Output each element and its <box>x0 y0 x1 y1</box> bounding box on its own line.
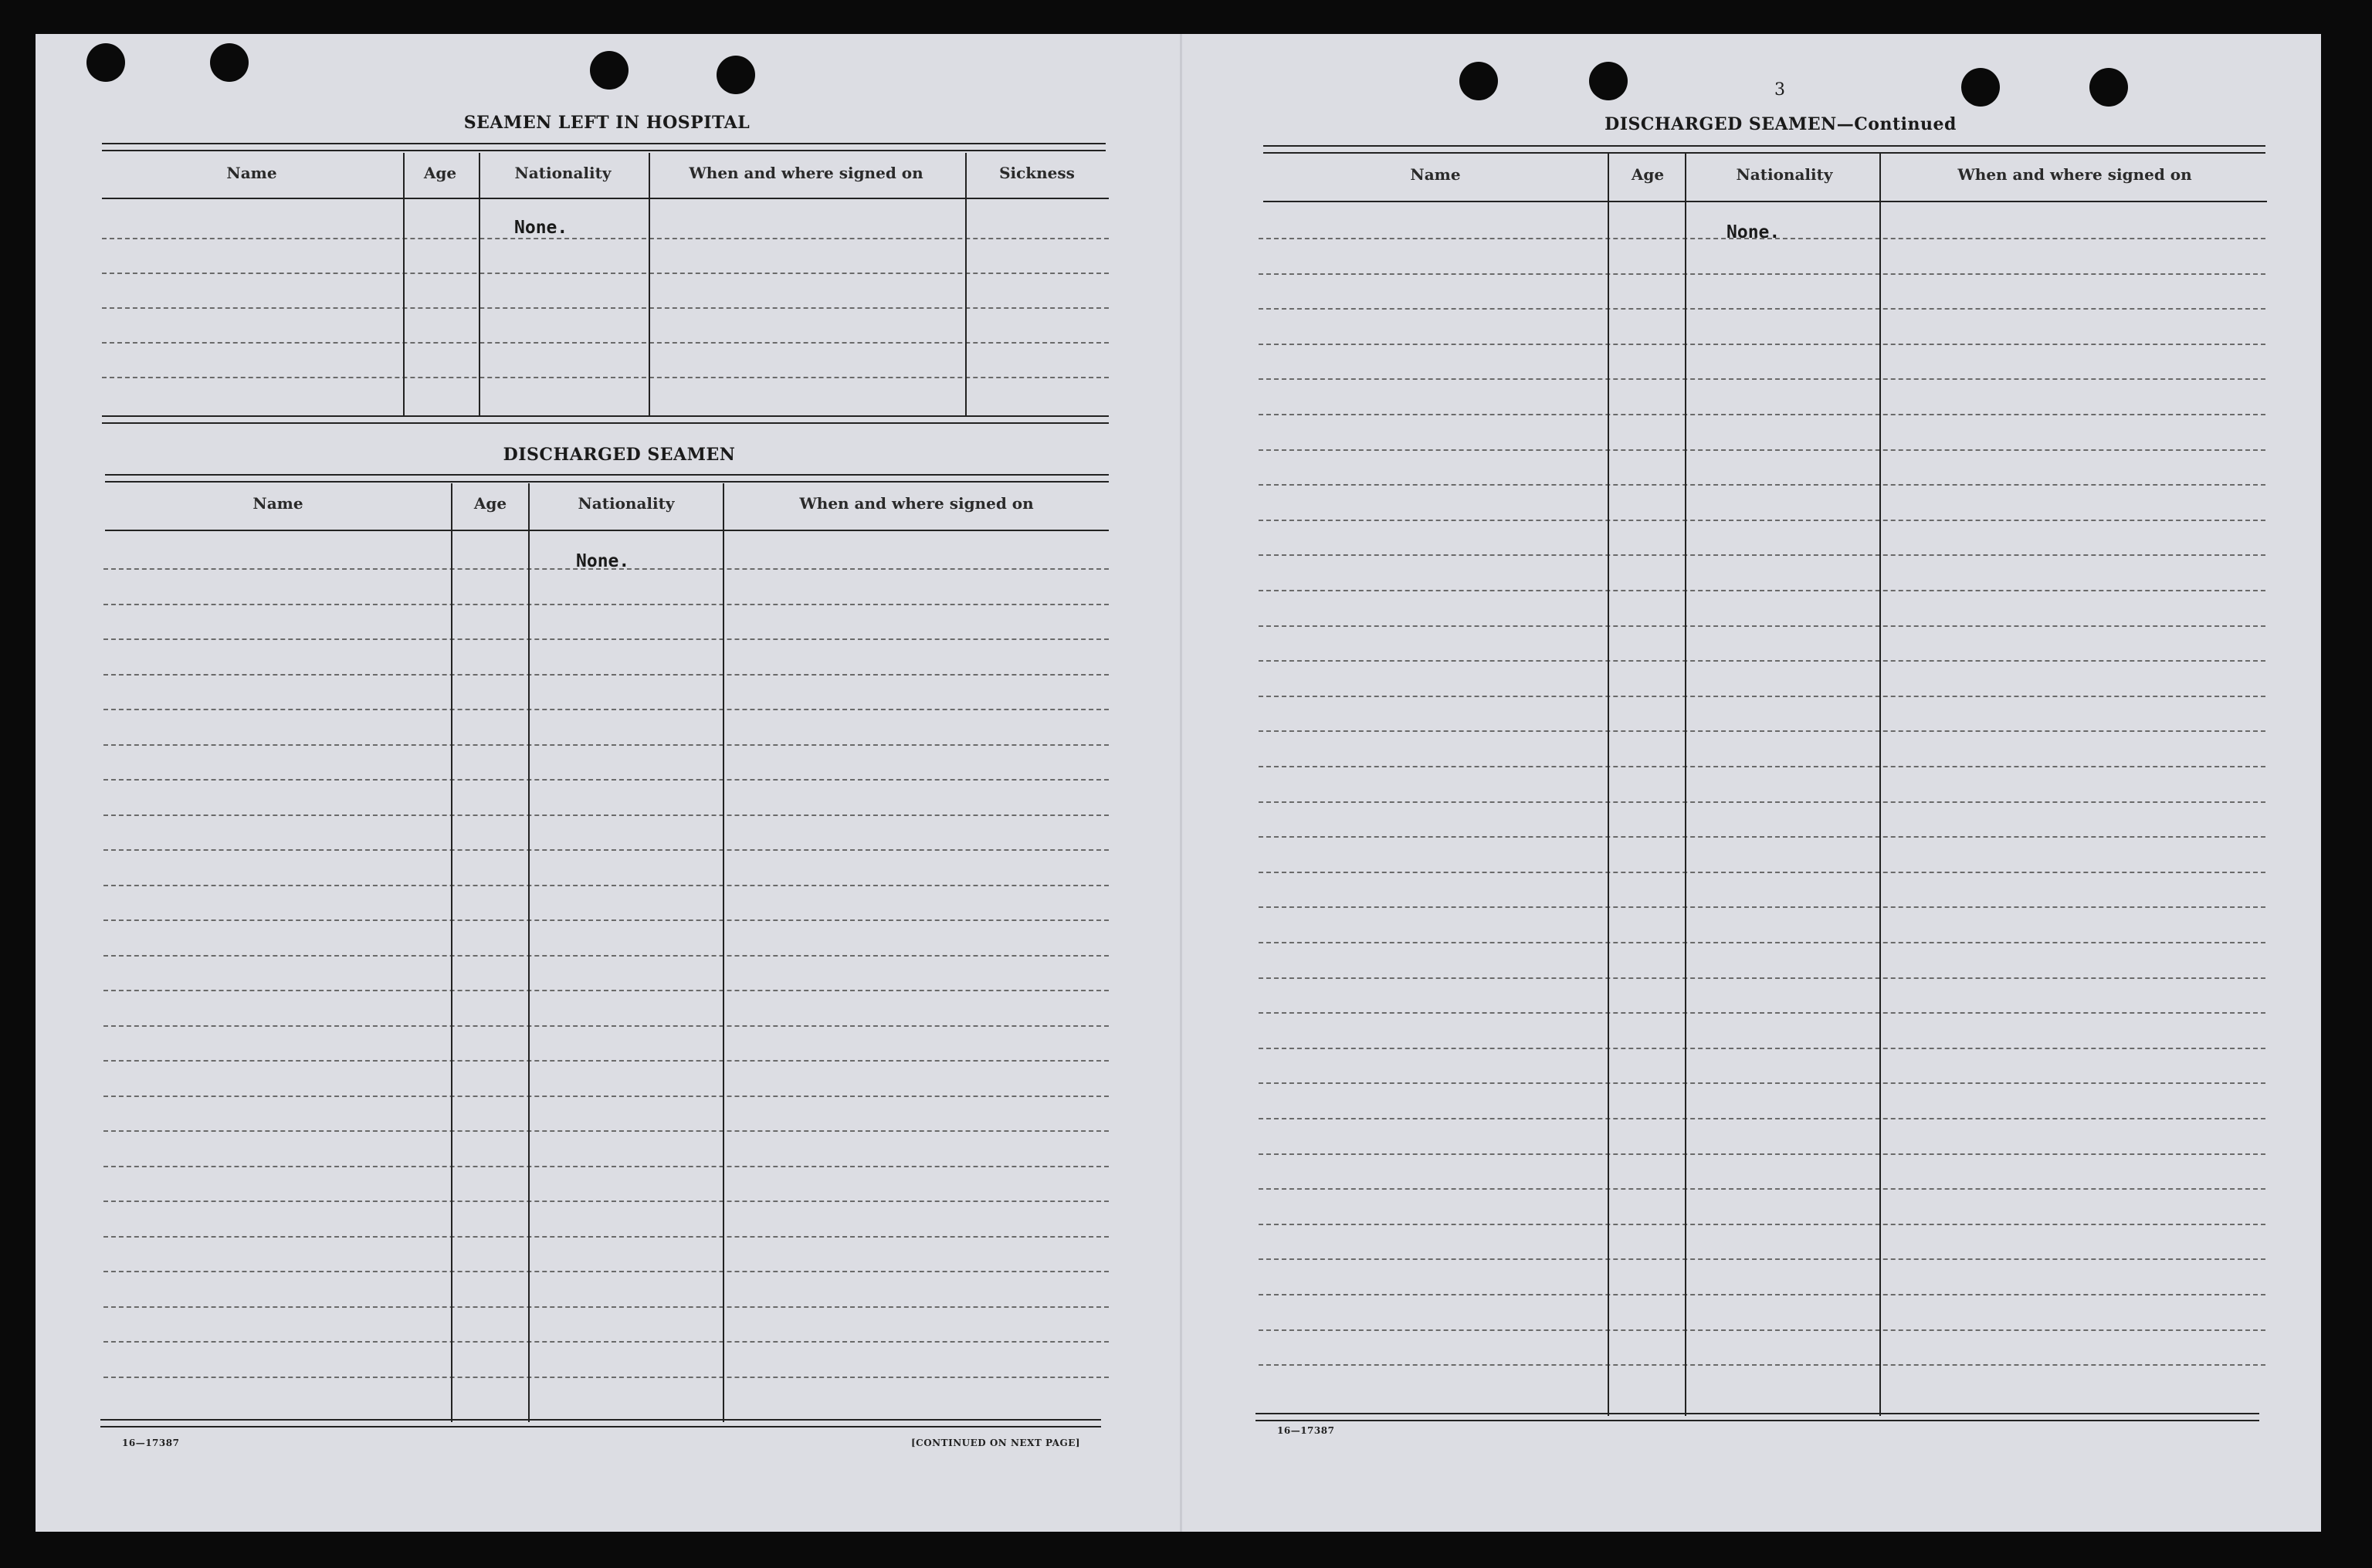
ruled-line <box>1259 344 2265 345</box>
continued-col-divider <box>1879 153 1881 1416</box>
ruled-line <box>103 849 1109 851</box>
ruled-line <box>103 779 1109 781</box>
hospital-title: SEAMEN LEFT IN HOSPITAL <box>463 113 751 133</box>
continued-top-rule <box>1263 145 2265 154</box>
ruled-line <box>1259 1294 2265 1295</box>
continued-col-nationality: Nationality <box>1736 165 1833 184</box>
ruled-line <box>103 814 1109 816</box>
punch-hole <box>210 43 249 82</box>
continued-col-divider <box>1608 153 1609 1416</box>
continued-note: [CONTINUED ON NEXT PAGE] <box>911 1438 1081 1448</box>
ruled-line <box>1259 696 2265 697</box>
ruled-line <box>102 273 1109 274</box>
ruled-line <box>1259 308 2265 310</box>
ruled-line <box>1259 378 2265 380</box>
ruled-line <box>1259 1082 2265 1084</box>
punch-hole <box>717 56 755 94</box>
continued-none-entry: None. <box>1726 222 1781 242</box>
ruled-line <box>103 1341 1109 1343</box>
ruled-line <box>103 919 1109 921</box>
ruled-line <box>1259 660 2265 662</box>
ruled-line <box>1259 1118 2265 1119</box>
hospital-col-nationality: Nationality <box>514 164 612 182</box>
ruled-line <box>103 568 1109 570</box>
ruled-line <box>1259 273 2265 275</box>
discharged-col-divider <box>528 483 530 1422</box>
ruled-line <box>103 1201 1109 1202</box>
hospital-col-sickness: Sickness <box>999 164 1075 182</box>
ruled-line <box>103 1060 1109 1062</box>
punch-hole <box>1961 68 2000 107</box>
ruled-line <box>1259 1188 2265 1190</box>
discharged-col-age: Age <box>473 494 507 513</box>
left-form-number: 16—17387 <box>122 1438 180 1448</box>
ruled-line <box>1259 1364 2265 1366</box>
continued-col-age: Age <box>1631 165 1665 184</box>
ruled-line <box>1259 836 2265 838</box>
ruled-line <box>1259 449 2265 451</box>
ruled-line <box>103 744 1109 746</box>
ruled-line <box>1259 1012 2265 1014</box>
ruled-line <box>1259 766 2265 767</box>
ruled-line <box>1259 1153 2265 1155</box>
continued-bottom-rule <box>1255 1413 2259 1421</box>
right-page <box>1181 34 2321 1532</box>
hospital-bottom-rule <box>102 415 1109 424</box>
ruled-line <box>1259 484 2265 486</box>
ruled-line <box>103 1377 1109 1378</box>
ruled-line <box>1259 801 2265 803</box>
ruled-line <box>1259 1329 2265 1331</box>
ruled-line <box>103 990 1109 991</box>
ruled-line <box>103 1096 1109 1097</box>
hospital-top-rule <box>102 143 1106 151</box>
punch-hole <box>590 51 629 90</box>
continued-col-divider <box>1685 153 1686 1416</box>
discharged-bottom-rule <box>100 1419 1101 1427</box>
punch-hole <box>1459 62 1498 100</box>
ruled-line <box>1259 1048 2265 1049</box>
page-fold <box>1180 34 1182 1532</box>
discharged-col-divider <box>451 483 452 1422</box>
hospital-col-divider <box>403 153 405 417</box>
hospital-col-divider <box>479 153 480 417</box>
ruled-line <box>1259 590 2265 591</box>
discharged-col-signed-on: When and where signed on <box>799 494 1034 513</box>
ruled-line <box>1259 625 2265 627</box>
ruled-line <box>102 342 1109 344</box>
hospital-col-divider <box>649 153 650 417</box>
ruled-line <box>103 674 1109 676</box>
ruled-line <box>103 1236 1109 1238</box>
ruled-line <box>1259 872 2265 873</box>
hospital-col-divider <box>965 153 967 417</box>
hospital-col-name: Name <box>226 164 277 182</box>
ruled-line <box>103 638 1109 640</box>
right-form-number: 16—17387 <box>1277 1425 1335 1436</box>
ruled-line <box>103 604 1109 605</box>
ruled-line <box>103 1130 1109 1132</box>
discharged-continued-title: DISCHARGED SEAMEN—Continued <box>1604 114 1957 134</box>
ruled-line <box>1259 1224 2265 1225</box>
discharged-title: DISCHARGED SEAMEN <box>503 445 736 465</box>
hospital-col-signed-on: When and where signed on <box>689 164 923 182</box>
ruled-line <box>103 1306 1109 1308</box>
ruled-line <box>1259 1258 2265 1260</box>
ruled-line <box>103 709 1109 710</box>
ruled-line <box>1259 942 2265 943</box>
continued-header-rule <box>1263 201 2267 202</box>
ruled-line <box>102 377 1109 378</box>
ruled-line <box>1259 977 2265 979</box>
hospital-header-rule <box>102 198 1109 199</box>
discharged-col-divider <box>723 483 724 1422</box>
ruled-line <box>103 885 1109 886</box>
ruled-line <box>1259 520 2265 521</box>
discharged-col-name: Name <box>252 494 303 513</box>
ruled-line <box>102 238 1109 239</box>
ruled-line <box>103 1271 1109 1272</box>
ruled-line <box>1259 414 2265 415</box>
ruled-line <box>103 1166 1109 1167</box>
ruled-line <box>102 307 1109 309</box>
discharged-top-rule <box>105 474 1109 483</box>
ruled-line <box>1259 238 2265 239</box>
continued-col-name: Name <box>1410 165 1461 184</box>
ruled-line <box>1259 730 2265 732</box>
ruled-line <box>103 1025 1109 1027</box>
hospital-none-entry: None. <box>514 218 568 238</box>
punch-hole <box>86 43 125 82</box>
hospital-col-age: Age <box>423 164 457 182</box>
ruled-line <box>1259 906 2265 908</box>
punch-hole <box>1589 62 1628 100</box>
ruled-line <box>1259 554 2265 556</box>
discharged-col-nationality: Nationality <box>578 494 675 513</box>
punch-hole <box>2089 68 2128 107</box>
discharged-none-entry: None. <box>576 551 630 571</box>
discharged-header-rule <box>105 530 1109 531</box>
continued-col-signed-on: When and where signed on <box>1957 165 2192 184</box>
page-number: 3 <box>1774 80 1785 100</box>
ruled-line <box>103 955 1109 957</box>
